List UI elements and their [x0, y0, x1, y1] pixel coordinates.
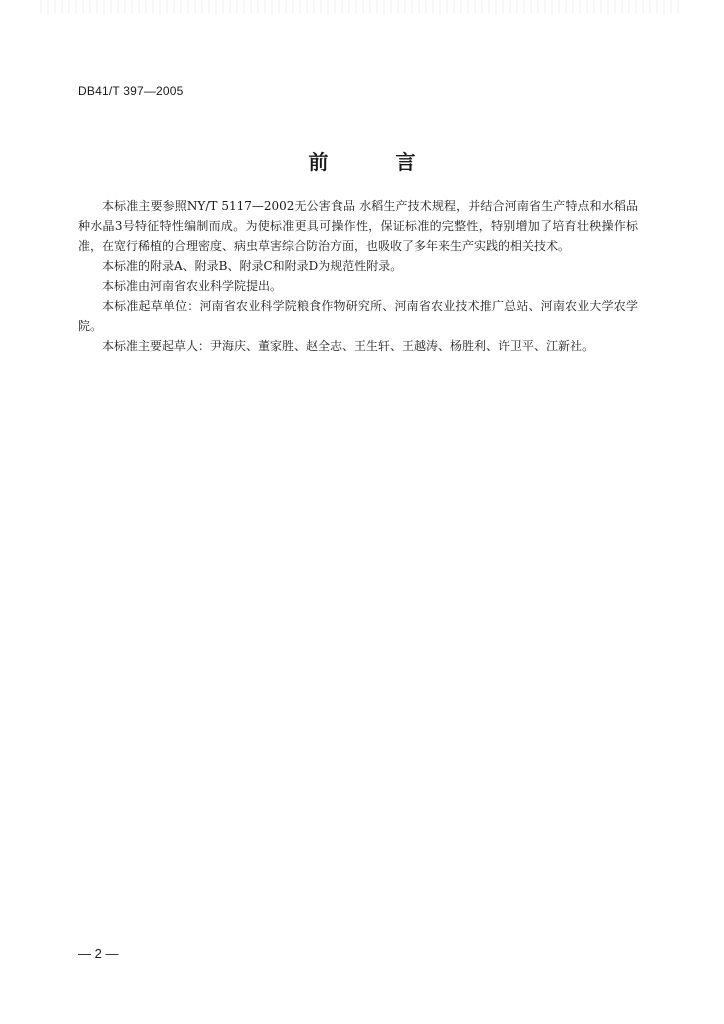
paragraph-appendix: 本标准的附录A、附录B、附录C和附录D为规范性附录。	[102, 259, 403, 273]
paragraph-scope: 本标准主要参照NY/T 5117—2002无公害食品 水稻生产技术规程，并结合河南省生产特点和水稻品种水晶3号特征特性编制而成。为使标准更具可操作性，保证标准的完整性，特别增加了培育壮秧操作标准，在宽行稀植的合理密度、病虫草害综合防治方面，也吸收了多年来生产实践的相关技术。	[78, 199, 638, 253]
paragraph-proposer: 本标准由河南省农业科学院提出。	[102, 279, 283, 293]
section-title: 前 言	[308, 150, 446, 174]
scan-artifact	[40, 0, 680, 14]
page-number: — 2 —	[78, 946, 119, 961]
standard-code: DB41/T 397—2005	[78, 84, 184, 98]
paragraph-drafters: 本标准主要起草人：尹海庆、董家胜、赵全志、王生轩、王越涛、杨胜利、许卫平、江新社。	[102, 339, 595, 353]
foreword-body	[78, 196, 638, 356]
paragraph-drafting-units: 本标准起草单位：河南省农业科学院粮食作物研究所、河南省农业技术推广总站、河南农业大学农学院。	[78, 299, 638, 333]
